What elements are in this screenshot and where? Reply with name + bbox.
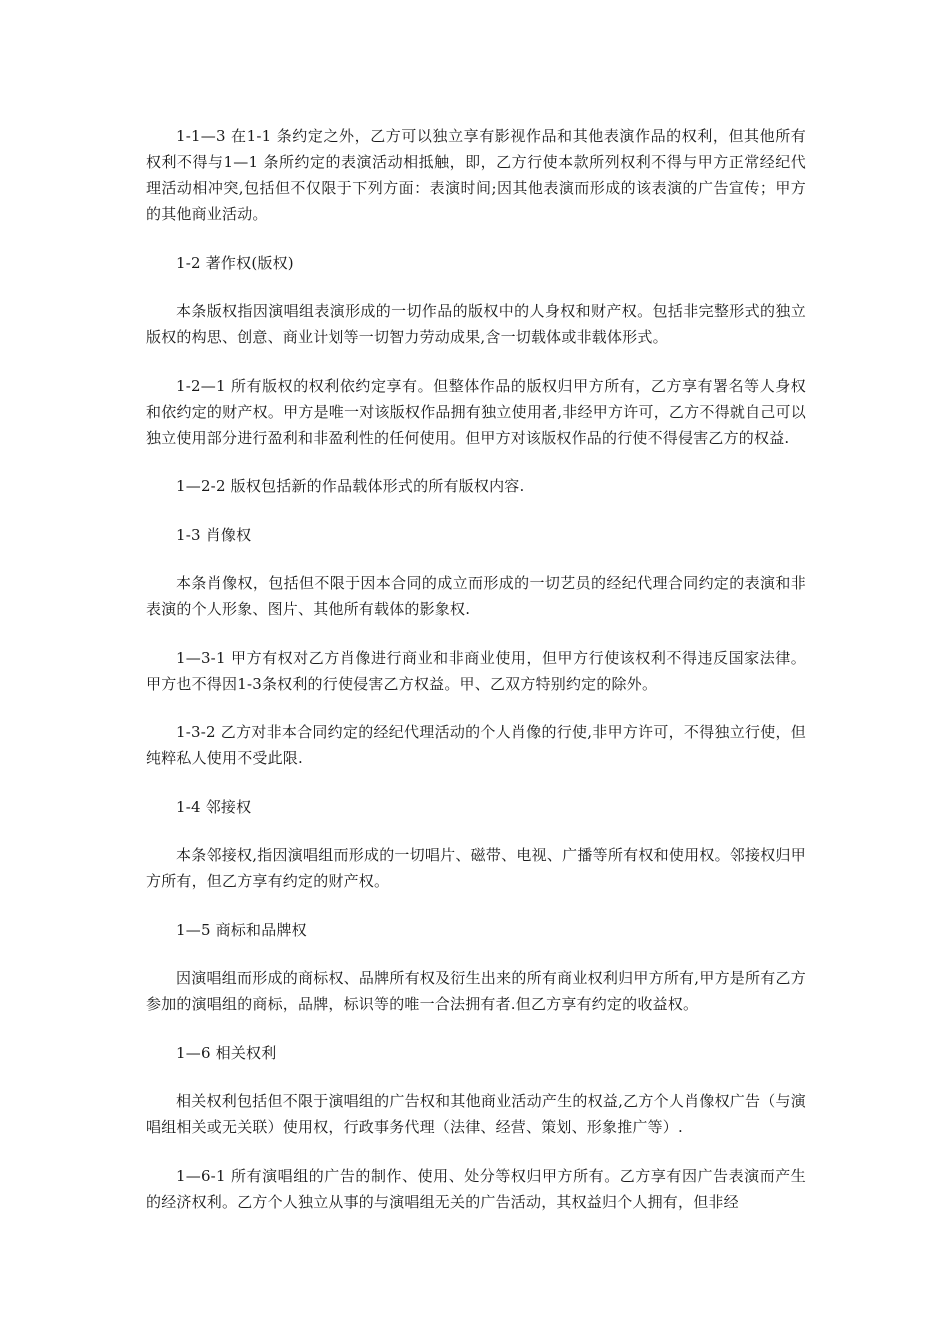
paragraph-1-1-3: 1-1—3 在1-1 条约定之外，乙方可以独立享有影视作品和其他表演作品的权利，但其他所有权利不得与1—1 条所约定的表演活动相抵触，即，乙方行使本款所列权利不得与甲方正常经纪代理活动相冲突,包括但不仅限于下列方面：表演时间;因其他表演而形成的该表演的广告宣传；甲方的其他商业活动。 <box>146 127 806 223</box>
paragraph-trademark-rights: 因演唱组而形成的商标权、品牌所有权及衍生出来的所有商业权利归甲方所有,甲方是所有乙方参加的演唱组的商标，品牌，标识等的唯一合法拥有者.但乙方享有约定的收益权。 <box>146 969 806 1013</box>
paragraph-1-2-1: 1-2—1 所有版权的权利依约定享有。但整体作品的版权归甲方所有，乙方享有署名等人身权和依约定的财产权。甲方是唯一对该版权作品拥有独立使用者,非经甲方许可，乙方不得就自己可以独立使用部分进行盈利和非盈利性的任何使用。但甲方对该版权作品的行使不得侵害乙方的权益. <box>146 376 806 447</box>
document-body <box>146 123 806 1237</box>
paragraph-related-rights: 相关权利包括但不限于演唱组的广告权和其他商业活动产生的权益,乙方个人肖像权广告（与演唱组相关或无关联）使用权，行政事务代理（法律、经营、策划、形象推广等）. <box>146 1092 806 1136</box>
section-heading-1-5: 1—5 商标和品牌权 <box>176 920 307 939</box>
section-heading-1-4: 1-4 邻接权 <box>176 797 252 816</box>
section-heading-1-6: 1—6 相关权利 <box>176 1043 277 1062</box>
paragraph-copyright-definition: 本条版权指因演唱组表演形成的一切作品的版权中的人身权和财产权。包括非完整形式的独立版权的构思、创意、商业计划等一切智力劳动成果,含一切载体或非载体形式。 <box>146 302 806 346</box>
paragraph-portrait-definition: 本条肖像权，包括但不限于因本合同的成立而形成的一切艺员的经纪代理合同约定的表演和非表演的个人形象、图片、其他所有载体的影象权. <box>146 574 806 618</box>
paragraph-neighboring-rights: 本条邻接权,指因演唱组而形成的一切唱片、磁带、电视、广播等所有权和使用权。邻接权归甲方所有，但乙方享有约定的财产权。 <box>146 846 806 890</box>
paragraph-1-6-1: 1—6-1 所有演唱组的广告的制作、使用、处分等权归甲方所有。乙方享有因广告表演而产生的经济权利。乙方个人独立从事的与演唱组无关的广告活动，其权益归个人拥有，但非经 <box>146 1166 806 1211</box>
section-heading-1-2: 1-2 著作权(版权) <box>176 253 294 272</box>
paragraph-1-3-1: 1—3-1 甲方有权对乙方肖像进行商业和非商业使用，但甲方行使该权利不得违反国家法律。甲方也不得因1-3条权利的行使侵害乙方权益。甲、乙双方特别约定的除外。 <box>146 648 806 693</box>
paragraph-1-3-2: 1-3-2 乙方对非本合同约定的经纪代理活动的个人肖像的行使,非甲方许可，不得独立行使，但纯粹私人使用不受此限. <box>146 723 806 767</box>
paragraph-1-2-2: 1—2-2 版权包括新的作品载体形式的所有版权内容. <box>176 477 525 495</box>
section-heading-1-3: 1-3 肖像权 <box>176 525 252 544</box>
